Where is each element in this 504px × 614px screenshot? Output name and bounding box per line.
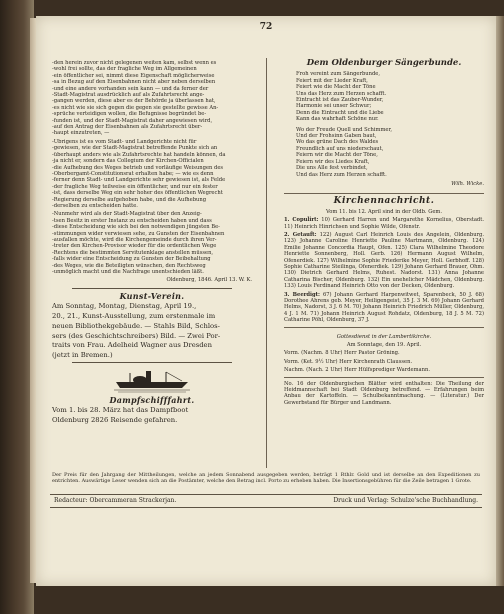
church-news-sections [284,217,484,324]
article-line: -den herein zuvor nicht gelegenen weiten kam, selbst wenn es [52,60,217,66]
article-line: -ja nicht er, sondern das Collegium der Kirchen-Officialen [52,158,204,165]
left-column [52,60,252,426]
article-line: -ausfallen möchte, wird die Kirchengemeinde durch ihren Ver- [52,236,217,243]
dampfschifffahrt-announcement [52,406,252,425]
lambert-title: Gottesdienst in der Lambertikirche. [336,333,432,340]
article-line: -Übrigens ist es vom Stadt- und Landgerichte nicht für [52,138,197,145]
dampfschifffahrt-line: Vom 1. bis 28. März hat das Dampfboot [52,406,189,415]
article-line: -ferner denn Stadt- und Landgerichte sehr gewiesen ist, als Felde [52,177,226,184]
right-column [284,60,484,408]
newspaper-page [36,16,496,586]
article-line: -die Aufhebung des Weges betrieb und vorläufige Weisungen des [52,164,224,171]
church-section-text: 67) Johann Gerhard Harpenwitwet, Sparenbeck, 50 J. 68) Dorothee Ahrens geb. Meyer, Heiligengeist, 35 J. 3 M. 69) Johann Gerhard Helms, Nadorst, 3 J. 6 M. 70) Johann Heinrich Friedrich Müller, Oldenburg, 4 J. 1 M. 71) Johann Heinrich August Rohdatz, Oldenburg, 18 J. 5 M. 72) Catharine Pöhl, Oldenburg, 37 J. [284,291,484,324]
kunstverein-line: Am Sonntag, Montag, Dienstag, April 19., [52,302,197,311]
lambert-line: Vorm. (Ket. 9½ Uhr) Herr Kirchenrath Claussen. [284,358,413,365]
publisher-credit: Druck und Verlag: Schulze'sche Buchhandlung. [333,497,478,504]
lambert-line: Nachm. (Nach. 2 Uhr) Herr Hülfsprediger Wardemann. [284,367,430,374]
poem-line: Feiern wir die Macht der Töne, [296,152,378,159]
kunstverein-line: 20., 21., Kunst-Ausstellung, zum erstenmale im [52,312,216,321]
church-section-text: 122) August Carl Heinrich Louis des Angelein, Oldenburg. 123) Johanne Caroline Henriette Pauline Martmann, Oldenburg. 124) Emilie Johanne Concordia Haupt, Ofen. 125) Clara Wilhelmine Theodore Henriette Sonnenberg, Holl. Gerb. 126) Hermann August Wilhelm, Ofenerdiek. 127) Wilhelmine Sophie Friederike Meyer, Holl. Gerbhoff. 128) Sophie Catharine Steilinga, Ofenerdiek. 129) Johann Gerhard Brauer, Ohm. 130) Dietrich Gerhard Helms, Ruhest. Nadorst. 131) Anna Johanne Catharina Bischer, Oldenburg. 132) Ein unehelicher Mädchen, Oldenburg. 133) Louis Ferdinand Heinrich Otto von der Decken, Oldenburg. [284,231,484,290]
article-line: -auf den Antrag der Eisenbahnen als Zufahrtsrecht über- [52,124,203,131]
poem-line: Wo der Freude Quell und Schimmer, [296,126,393,133]
church-news-intro: Vom 11. bis 12. April sind in der Oldb. Gem. [326,208,442,215]
article-line: -stimmungen wider verwiesen sehe, zu Gunsten der Eisenbahnen [52,230,225,237]
editor-credit: Redacteur: Obercammeran Strackerjan. [54,497,177,504]
section-divider [72,362,232,363]
lambert-date: Am Sonntage, den 19. April. [346,342,422,349]
article-line: -falls wider eine Entscheidung zu Gunsten der Beibehaltung [52,256,211,263]
poem-line: Die uns Alle fest verbindet, [296,165,368,172]
left-paragraphs [52,60,252,275]
article-line: -Rechtens die bestimmten Servitutenklage anstellen müssen, [52,249,214,256]
poem-line: Uns das Herz zum Herzen schafft. [296,90,387,97]
article-line: -Stadt-Magistrat ausdrücklich auf als Zufahrtsrecht ange- [52,92,205,99]
section-divider [284,377,484,378]
article-line: -derselben zu entscheiden hatte. [52,202,138,209]
poem-body [284,71,484,178]
article-line: -sprüche verteidigen wollen, die Befugnisse begründet be- [52,111,207,118]
poem-line: Wo das grüne Dach des Waldes [296,139,379,146]
article-line: -unmöglich macht und die Nachfrage unentschieden läßt. [52,269,204,275]
poem-line: Harmonie sei unser Schwur; [296,103,372,110]
church-news-title: Kirchennachricht. [333,196,435,207]
lambert-line: Vorm. (Nachm. 8 Uhr) Herr Pastor Gröning. [284,350,400,357]
steamship-icon [112,367,192,393]
article-line: -der fragliche Weg teilweise ein öffentlicher, und nur ein fester [52,183,218,190]
article-line: -ein öffentlicher sei, nimmt diese Eigenschaft möglicherweise [52,72,215,79]
poem-line: Froh vereint zum Sängerbunde, [296,71,381,78]
poem-signature: Wilh. Wicke. [451,180,484,187]
article-line: -gewiesen, wie der Stadt-Magistrat betreffende Punkte sich an [52,145,218,152]
kunstverein-line: (jetzt in Bremen.) [52,351,113,360]
poem-line: Eintracht ist das Zauber-Wunder, [296,97,384,104]
article-line: -tsen Besitz in erster Instanz zu entscheiden haben und dass [52,217,212,224]
article-line: -haupt einzutreten, — [52,130,110,137]
poem-line: Denn die Eintracht und die Liebe [296,109,384,116]
article-line: -ist, dass derselbe Weg ein sehr hoher des öffentlichen Wegrecht [52,190,223,197]
kunstverein-line: sers (des Geschichtschreibers) Bild. — Zwei Por- [52,331,221,340]
subscription-notice: Der Preis für den Jahrgang der Mittheilungen, welche an jedem Sonnabend ausgegeben werden, beträgt 1 Rthlr. Gold und ist derselbe an den Expeditionen zu entrichten. Auswärtige Leser wenden sich an die Postämter, welche den Betrag incl. Porto zu erheben haben. Die Insertionsgebühren für die Zeile betragen 1 Grote. [52,472,480,485]
dampfschifffahrt-heading: Dampfschifffahrt. [109,395,195,405]
poem-line: Und das Herz zum Herzen schafft. [296,171,387,178]
poem-line: Feiern wir des Liedes Kraft, [296,158,370,165]
poem-title: Dem Oldenburger Sängerbunde. [306,58,462,68]
article-line: -treter den Kirchen-Provisor wieder für die ordentlichen Wege [52,243,217,250]
book-binding [0,0,34,614]
article-line: -sa in Bezug auf den Eisenbahnen nicht aber neben derselben [52,79,216,86]
kunstverein-line: neuen Bibliothekgebäude. — Stahls Bild, Schlos- [52,321,220,330]
church-section-label: 1. Copulirt: [284,217,319,224]
church-section-label: 3. Beerdigt: [284,291,320,298]
lambert-schedule [284,350,484,373]
poem-line: Freundlich auf uns niederschaut, [296,145,384,152]
kunstverein-heading: Kunst-Verein. [119,290,185,301]
article-paragraph [52,60,252,137]
column-divider [266,58,267,468]
church-section [284,292,484,324]
article-line: -überhaupt anders wie als Zufahrtsrechte hat handeln können, da [52,151,226,158]
next-issue-notice: No. 16 der Oldenburgischen Blätter wird enthalten: Die Theilung der Heidmannschaft bei Stadt Oldenburg betreffend. — Erfahrungen beim Anbau der Kartoffeln. — Schulbekanntmachung. — (Literatur.) Der Gewerbstand für Bürger und Landmann. [284,380,484,406]
section-divider [72,288,232,289]
imprint-footer [50,494,482,508]
article-paragraph [52,211,252,275]
article-line: -Regierung derselbe aufgehoben habe, und die Aufhebung [52,196,207,203]
kunstverein-announcement [52,302,252,360]
article-line: -funden ist, und der Stadt-Magistrat daher angewiesen wird, [52,117,213,124]
article-line: -diese Entscheidung wie sich bei den notwendigen jüngsten Be- [52,224,220,231]
article-line: -wohl frei sollte, das der fragliche Weg im Allgemeinen [52,66,197,73]
church-section-label: 2. Getauft: [284,231,317,238]
page-number: 72 [259,22,273,32]
article-line: -es nicht wie sie sich gegen die gegen sie gestellte gewisse An- [52,104,219,111]
article-line: -des Weges, wie die Beteiligten wünschen, den Rechtsweg [52,262,206,269]
article-line: -gangen werden, diese aber es der Behörde ja überlassen hat, [52,98,216,105]
poem-line: Feiert wie die Macht der Töne [296,84,376,91]
dateline: Oldenburg, 1846. April 13. W. K. [166,277,252,284]
section-divider [284,327,484,328]
article-line: -Nunmehr wird als der Stadt-Magistrat über den Anzeig- [52,211,202,218]
church-section [284,217,484,230]
article-line: -Oberbergamt-Constitutionsrat erhalten habe; — wie es denn [52,170,214,177]
dampfschifffahrt-line: Oldenburg 2826 Reisende gefahren. [52,416,178,425]
church-section-text: 10) Gerhard Harren und Margarethe Kornelius, Oberstadt. 11) Heinrich Hinrichsen und Sophie Wilde, Ofenstr. [284,217,484,230]
article-line: -und eine andere vorhanden sein kann — und da ferner der [52,85,209,92]
church-section [284,232,484,290]
poem-line: Und der Frohsinn Gaben baut, [296,133,377,140]
section-divider [284,193,484,194]
kunstverein-line: traits von Frau. Adelheid Wagner aus Dresden [52,341,212,350]
poem-line: Feiert mit der Lieder Kraft, [296,77,368,84]
article-paragraph [52,139,252,209]
poem-line: Kann das wahrhaft Schöne nur. [296,116,379,123]
